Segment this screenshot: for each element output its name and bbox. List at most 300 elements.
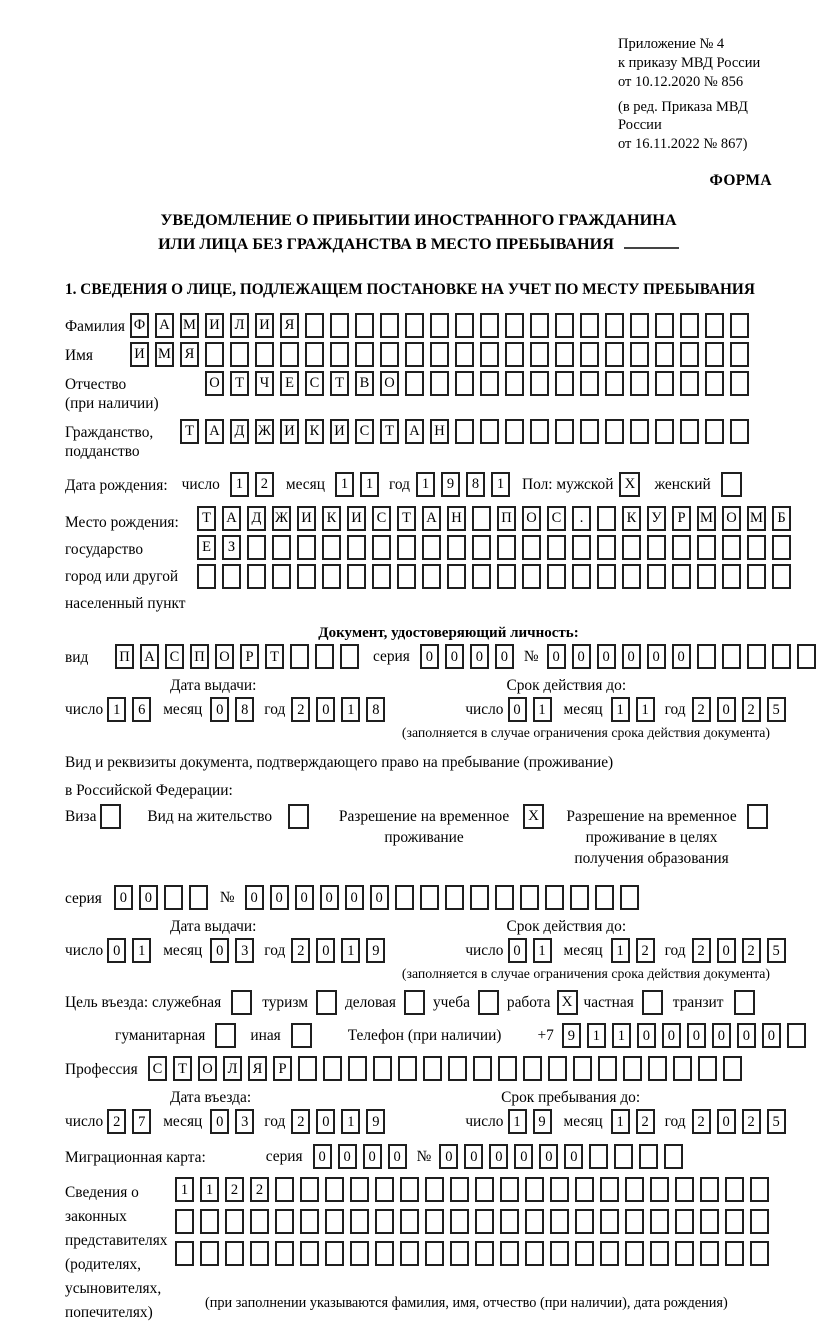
char-cell[interactable] (425, 1177, 444, 1202)
char-cell[interactable] (373, 1056, 392, 1081)
char-cell[interactable]: 1 (587, 1023, 606, 1048)
char-cell[interactable]: 0 (445, 644, 464, 669)
char-cell[interactable] (305, 313, 324, 338)
char-cell[interactable] (430, 313, 449, 338)
char-cell[interactable]: 9 (533, 1109, 552, 1134)
char-cell[interactable]: О (198, 1056, 217, 1081)
char-cell[interactable] (600, 1241, 619, 1266)
char-cell[interactable] (620, 885, 639, 910)
char-cell[interactable]: 1 (533, 938, 552, 963)
char-cell[interactable]: 1 (491, 472, 510, 497)
char-cell[interactable] (272, 535, 291, 560)
char-cell[interactable] (547, 564, 566, 589)
char-cell[interactable] (200, 1209, 219, 1234)
char-cell[interactable] (555, 313, 574, 338)
char-cell[interactable] (272, 564, 291, 589)
char-cell[interactable] (205, 342, 224, 367)
char-cell[interactable] (750, 1241, 769, 1266)
char-cell[interactable] (630, 342, 649, 367)
char-cell[interactable]: М (697, 506, 716, 531)
char-cell[interactable]: И (205, 313, 224, 338)
char-cell[interactable] (747, 564, 766, 589)
char-cell[interactable] (570, 885, 589, 910)
char-cell[interactable] (472, 535, 491, 560)
char-cell[interactable] (525, 1209, 544, 1234)
char-cell[interactable]: 2 (692, 938, 711, 963)
char-cell[interactable]: Т (180, 419, 199, 444)
char-cell[interactable] (530, 313, 549, 338)
char-cell[interactable]: 0 (345, 885, 364, 910)
char-cell[interactable] (722, 644, 741, 669)
char-cell[interactable] (475, 1177, 494, 1202)
char-cell[interactable] (672, 564, 691, 589)
char-cell[interactable]: 1 (230, 472, 249, 497)
char-cell[interactable] (598, 1056, 617, 1081)
checkbox-purpose-private[interactable] (642, 990, 663, 1015)
char-cell[interactable] (722, 564, 741, 589)
char-cell[interactable] (405, 371, 424, 396)
char-cell[interactable] (605, 342, 624, 367)
char-cell[interactable]: 2 (742, 1109, 761, 1134)
char-cell[interactable] (625, 1177, 644, 1202)
char-cell[interactable] (600, 1177, 619, 1202)
checkbox-purpose-humanitarian[interactable] (215, 1023, 236, 1048)
char-cell[interactable] (395, 885, 414, 910)
char-cell[interactable] (500, 1177, 519, 1202)
char-cell[interactable]: И (280, 419, 299, 444)
char-cell[interactable] (672, 535, 691, 560)
char-cell[interactable]: 0 (717, 697, 736, 722)
char-cell[interactable]: 0 (508, 938, 527, 963)
char-cell[interactable]: С (547, 506, 566, 531)
char-cell[interactable]: 2 (636, 1109, 655, 1134)
char-cell[interactable]: О (205, 371, 224, 396)
char-cell[interactable]: 6 (132, 697, 151, 722)
char-cell[interactable] (175, 1209, 194, 1234)
char-cell[interactable] (405, 313, 424, 338)
char-cell[interactable]: 2 (107, 1109, 126, 1134)
char-cell[interactable] (225, 1241, 244, 1266)
char-cell[interactable] (675, 1241, 694, 1266)
char-cell[interactable] (247, 564, 266, 589)
char-cell[interactable]: 0 (597, 644, 616, 669)
char-cell[interactable]: 2 (742, 938, 761, 963)
char-cell[interactable] (772, 535, 791, 560)
char-cell[interactable] (372, 535, 391, 560)
char-cell[interactable] (675, 1209, 694, 1234)
char-cell[interactable] (250, 1241, 269, 1266)
char-cell[interactable]: 2 (636, 938, 655, 963)
char-cell[interactable] (705, 313, 724, 338)
char-cell[interactable]: Т (173, 1056, 192, 1081)
char-cell[interactable]: Т (265, 644, 284, 669)
char-cell[interactable]: 1 (200, 1177, 219, 1202)
char-cell[interactable] (480, 342, 499, 367)
char-cell[interactable]: 2 (291, 1109, 310, 1134)
char-cell[interactable] (555, 371, 574, 396)
char-cell[interactable]: З (222, 535, 241, 560)
checkbox-visa[interactable] (100, 804, 121, 829)
char-cell[interactable] (575, 1209, 594, 1234)
char-cell[interactable] (647, 564, 666, 589)
char-cell[interactable]: 2 (692, 1109, 711, 1134)
char-cell[interactable]: С (148, 1056, 167, 1081)
char-cell[interactable] (355, 313, 374, 338)
char-cell[interactable] (522, 564, 541, 589)
char-cell[interactable]: 5 (767, 938, 786, 963)
char-cell[interactable] (255, 342, 274, 367)
char-cell[interactable]: 2 (742, 697, 761, 722)
char-cell[interactable]: Я (280, 313, 299, 338)
char-cell[interactable]: Н (430, 419, 449, 444)
char-cell[interactable]: 0 (717, 938, 736, 963)
char-cell[interactable] (447, 564, 466, 589)
char-cell[interactable] (430, 371, 449, 396)
char-cell[interactable]: О (722, 506, 741, 531)
char-cell[interactable] (725, 1209, 744, 1234)
char-cell[interactable] (300, 1209, 319, 1234)
char-cell[interactable]: А (155, 313, 174, 338)
char-cell[interactable] (787, 1023, 806, 1048)
char-cell[interactable]: 0 (717, 1109, 736, 1134)
char-cell[interactable] (325, 1241, 344, 1266)
char-cell[interactable] (655, 419, 674, 444)
char-cell[interactable] (225, 1209, 244, 1234)
char-cell[interactable] (772, 644, 791, 669)
char-cell[interactable]: П (190, 644, 209, 669)
char-cell[interactable] (322, 564, 341, 589)
char-cell[interactable] (622, 535, 641, 560)
char-cell[interactable] (480, 313, 499, 338)
char-cell[interactable]: 0 (637, 1023, 656, 1048)
char-cell[interactable]: 0 (363, 1144, 382, 1169)
char-cell[interactable] (480, 371, 499, 396)
char-cell[interactable] (772, 564, 791, 589)
char-cell[interactable] (340, 644, 359, 669)
char-cell[interactable]: 0 (295, 885, 314, 910)
char-cell[interactable]: 0 (210, 697, 229, 722)
char-cell[interactable] (530, 342, 549, 367)
char-cell[interactable] (597, 564, 616, 589)
char-cell[interactable] (347, 535, 366, 560)
char-cell[interactable] (470, 885, 489, 910)
char-cell[interactable] (350, 1241, 369, 1266)
char-cell[interactable]: 1 (636, 697, 655, 722)
char-cell[interactable]: Ж (255, 419, 274, 444)
char-cell[interactable] (520, 885, 539, 910)
char-cell[interactable] (725, 1241, 744, 1266)
char-cell[interactable]: 1 (175, 1177, 194, 1202)
char-cell[interactable] (330, 342, 349, 367)
char-cell[interactable] (705, 371, 724, 396)
char-cell[interactable] (680, 371, 699, 396)
char-cell[interactable] (280, 342, 299, 367)
char-cell[interactable]: . (572, 506, 591, 531)
checkbox-residence-permit[interactable] (288, 804, 309, 829)
char-cell[interactable] (497, 535, 516, 560)
char-cell[interactable]: А (140, 644, 159, 669)
char-cell[interactable] (472, 506, 491, 531)
char-cell[interactable] (450, 1177, 469, 1202)
char-cell[interactable] (530, 419, 549, 444)
char-cell[interactable]: Ж (272, 506, 291, 531)
char-cell[interactable] (505, 419, 524, 444)
char-cell[interactable] (747, 535, 766, 560)
char-cell[interactable]: 0 (338, 1144, 357, 1169)
char-cell[interactable]: 1 (533, 697, 552, 722)
char-cell[interactable]: 0 (320, 885, 339, 910)
char-cell[interactable]: 9 (366, 938, 385, 963)
char-cell[interactable]: 1 (416, 472, 435, 497)
char-cell[interactable] (630, 419, 649, 444)
char-cell[interactable] (650, 1209, 669, 1234)
char-cell[interactable] (350, 1177, 369, 1202)
char-cell[interactable] (222, 564, 241, 589)
char-cell[interactable] (348, 1056, 367, 1081)
char-cell[interactable] (330, 313, 349, 338)
char-cell[interactable] (305, 342, 324, 367)
char-cell[interactable]: 0 (107, 938, 126, 963)
char-cell[interactable] (730, 313, 749, 338)
char-cell[interactable] (673, 1056, 692, 1081)
char-cell[interactable] (523, 1056, 542, 1081)
char-cell[interactable]: 0 (547, 644, 566, 669)
char-cell[interactable]: 1 (341, 938, 360, 963)
char-cell[interactable] (347, 564, 366, 589)
char-cell[interactable]: Н (447, 506, 466, 531)
char-cell[interactable] (275, 1177, 294, 1202)
char-cell[interactable]: 1 (360, 472, 379, 497)
char-cell[interactable] (450, 1241, 469, 1266)
char-cell[interactable] (580, 419, 599, 444)
char-cell[interactable]: 8 (466, 472, 485, 497)
char-cell[interactable] (522, 535, 541, 560)
char-cell[interactable] (555, 419, 574, 444)
char-cell[interactable]: 2 (255, 472, 274, 497)
char-cell[interactable] (200, 1241, 219, 1266)
char-cell[interactable]: Л (230, 313, 249, 338)
char-cell[interactable] (175, 1241, 194, 1266)
char-cell[interactable]: 0 (687, 1023, 706, 1048)
char-cell[interactable]: 0 (564, 1144, 583, 1169)
char-cell[interactable]: 0 (622, 644, 641, 669)
char-cell[interactable] (697, 564, 716, 589)
char-cell[interactable] (622, 564, 641, 589)
char-cell[interactable] (400, 1209, 419, 1234)
char-cell[interactable]: 0 (662, 1023, 681, 1048)
char-cell[interactable]: 3 (235, 1109, 254, 1134)
char-cell[interactable] (575, 1177, 594, 1202)
char-cell[interactable] (550, 1209, 569, 1234)
char-cell[interactable] (397, 535, 416, 560)
char-cell[interactable]: 0 (470, 644, 489, 669)
char-cell[interactable]: 0 (737, 1023, 756, 1048)
char-cell[interactable]: 1 (335, 472, 354, 497)
char-cell[interactable]: 0 (572, 644, 591, 669)
char-cell[interactable]: 2 (225, 1177, 244, 1202)
char-cell[interactable]: 8 (366, 697, 385, 722)
char-cell[interactable] (397, 564, 416, 589)
char-cell[interactable]: С (355, 419, 374, 444)
char-cell[interactable] (505, 342, 524, 367)
char-cell[interactable] (325, 1177, 344, 1202)
char-cell[interactable]: 0 (762, 1023, 781, 1048)
char-cell[interactable] (247, 535, 266, 560)
char-cell[interactable] (725, 1177, 744, 1202)
char-cell[interactable]: 2 (250, 1177, 269, 1202)
char-cell[interactable]: 1 (508, 1109, 527, 1134)
char-cell[interactable] (697, 644, 716, 669)
char-cell[interactable]: Л (223, 1056, 242, 1081)
char-cell[interactable]: О (522, 506, 541, 531)
char-cell[interactable]: Т (380, 419, 399, 444)
char-cell[interactable]: 2 (291, 697, 310, 722)
char-cell[interactable] (164, 885, 183, 910)
char-cell[interactable]: Б (772, 506, 791, 531)
char-cell[interactable] (405, 342, 424, 367)
char-cell[interactable]: 0 (245, 885, 264, 910)
checkbox-purpose-work[interactable]: X (557, 990, 578, 1015)
char-cell[interactable]: И (347, 506, 366, 531)
char-cell[interactable] (400, 1241, 419, 1266)
char-cell[interactable] (425, 1209, 444, 1234)
char-cell[interactable]: 0 (514, 1144, 533, 1169)
char-cell[interactable] (730, 342, 749, 367)
char-cell[interactable] (614, 1144, 633, 1169)
char-cell[interactable] (675, 1177, 694, 1202)
char-cell[interactable]: 9 (441, 472, 460, 497)
char-cell[interactable] (423, 1056, 442, 1081)
char-cell[interactable]: А (422, 506, 441, 531)
char-cell[interactable]: К (305, 419, 324, 444)
char-cell[interactable] (580, 313, 599, 338)
char-cell[interactable] (639, 1144, 658, 1169)
char-cell[interactable] (298, 1056, 317, 1081)
checkbox-purpose-official[interactable] (231, 990, 252, 1015)
char-cell[interactable] (323, 1056, 342, 1081)
char-cell[interactable] (600, 1209, 619, 1234)
char-cell[interactable] (680, 419, 699, 444)
char-cell[interactable] (548, 1056, 567, 1081)
char-cell[interactable] (655, 342, 674, 367)
char-cell[interactable]: М (180, 313, 199, 338)
char-cell[interactable]: Д (230, 419, 249, 444)
char-cell[interactable] (625, 1209, 644, 1234)
char-cell[interactable] (572, 564, 591, 589)
char-cell[interactable] (697, 535, 716, 560)
char-cell[interactable]: П (115, 644, 134, 669)
char-cell[interactable] (700, 1209, 719, 1234)
char-cell[interactable]: 1 (612, 1023, 631, 1048)
char-cell[interactable] (473, 1056, 492, 1081)
char-cell[interactable]: И (255, 313, 274, 338)
char-cell[interactable] (300, 1177, 319, 1202)
char-cell[interactable] (680, 342, 699, 367)
char-cell[interactable] (372, 564, 391, 589)
char-cell[interactable]: И (330, 419, 349, 444)
char-cell[interactable] (597, 506, 616, 531)
char-cell[interactable] (723, 1056, 742, 1081)
char-cell[interactable] (705, 419, 724, 444)
char-cell[interactable] (275, 1209, 294, 1234)
char-cell[interactable]: 0 (420, 644, 439, 669)
char-cell[interactable]: 0 (114, 885, 133, 910)
char-cell[interactable] (422, 535, 441, 560)
checkbox-purpose-business[interactable] (404, 990, 425, 1015)
char-cell[interactable]: И (297, 506, 316, 531)
char-cell[interactable] (705, 342, 724, 367)
char-cell[interactable] (380, 342, 399, 367)
char-cell[interactable]: 0 (495, 644, 514, 669)
char-cell[interactable] (250, 1209, 269, 1234)
char-cell[interactable] (648, 1056, 667, 1081)
char-cell[interactable]: Д (247, 506, 266, 531)
char-cell[interactable] (275, 1241, 294, 1266)
char-cell[interactable]: Т (197, 506, 216, 531)
char-cell[interactable] (325, 1209, 344, 1234)
char-cell[interactable] (495, 885, 514, 910)
char-cell[interactable] (575, 1241, 594, 1266)
char-cell[interactable]: 0 (370, 885, 389, 910)
char-cell[interactable] (580, 342, 599, 367)
char-cell[interactable] (797, 644, 816, 669)
char-cell[interactable] (300, 1241, 319, 1266)
char-cell[interactable]: 0 (316, 938, 335, 963)
char-cell[interactable] (550, 1241, 569, 1266)
char-cell[interactable] (547, 535, 566, 560)
char-cell[interactable] (472, 564, 491, 589)
char-cell[interactable] (425, 1241, 444, 1266)
char-cell[interactable] (605, 419, 624, 444)
char-cell[interactable]: А (222, 506, 241, 531)
char-cell[interactable] (350, 1209, 369, 1234)
char-cell[interactable]: И (130, 342, 149, 367)
checkbox-purpose-other[interactable] (291, 1023, 312, 1048)
char-cell[interactable] (597, 535, 616, 560)
char-cell[interactable]: Е (280, 371, 299, 396)
char-cell[interactable]: Р (672, 506, 691, 531)
char-cell[interactable]: 1 (611, 1109, 630, 1134)
char-cell[interactable] (422, 564, 441, 589)
char-cell[interactable]: Т (397, 506, 416, 531)
char-cell[interactable] (730, 371, 749, 396)
char-cell[interactable] (197, 564, 216, 589)
char-cell[interactable] (297, 535, 316, 560)
char-cell[interactable]: С (305, 371, 324, 396)
char-cell[interactable] (400, 1177, 419, 1202)
char-cell[interactable]: 0 (508, 697, 527, 722)
char-cell[interactable] (700, 1241, 719, 1266)
char-cell[interactable]: А (205, 419, 224, 444)
checkbox-purpose-transit[interactable] (734, 990, 755, 1015)
char-cell[interactable]: С (165, 644, 184, 669)
char-cell[interactable] (480, 419, 499, 444)
char-cell[interactable] (290, 644, 309, 669)
char-cell[interactable]: 9 (366, 1109, 385, 1134)
char-cell[interactable] (455, 371, 474, 396)
char-cell[interactable] (680, 313, 699, 338)
char-cell[interactable] (605, 371, 624, 396)
char-cell[interactable] (505, 313, 524, 338)
char-cell[interactable] (297, 564, 316, 589)
char-cell[interactable]: П (497, 506, 516, 531)
char-cell[interactable] (625, 1241, 644, 1266)
char-cell[interactable]: Е (197, 535, 216, 560)
char-cell[interactable]: 0 (712, 1023, 731, 1048)
char-cell[interactable]: Ф (130, 313, 149, 338)
char-cell[interactable] (398, 1056, 417, 1081)
char-cell[interactable]: 8 (235, 697, 254, 722)
